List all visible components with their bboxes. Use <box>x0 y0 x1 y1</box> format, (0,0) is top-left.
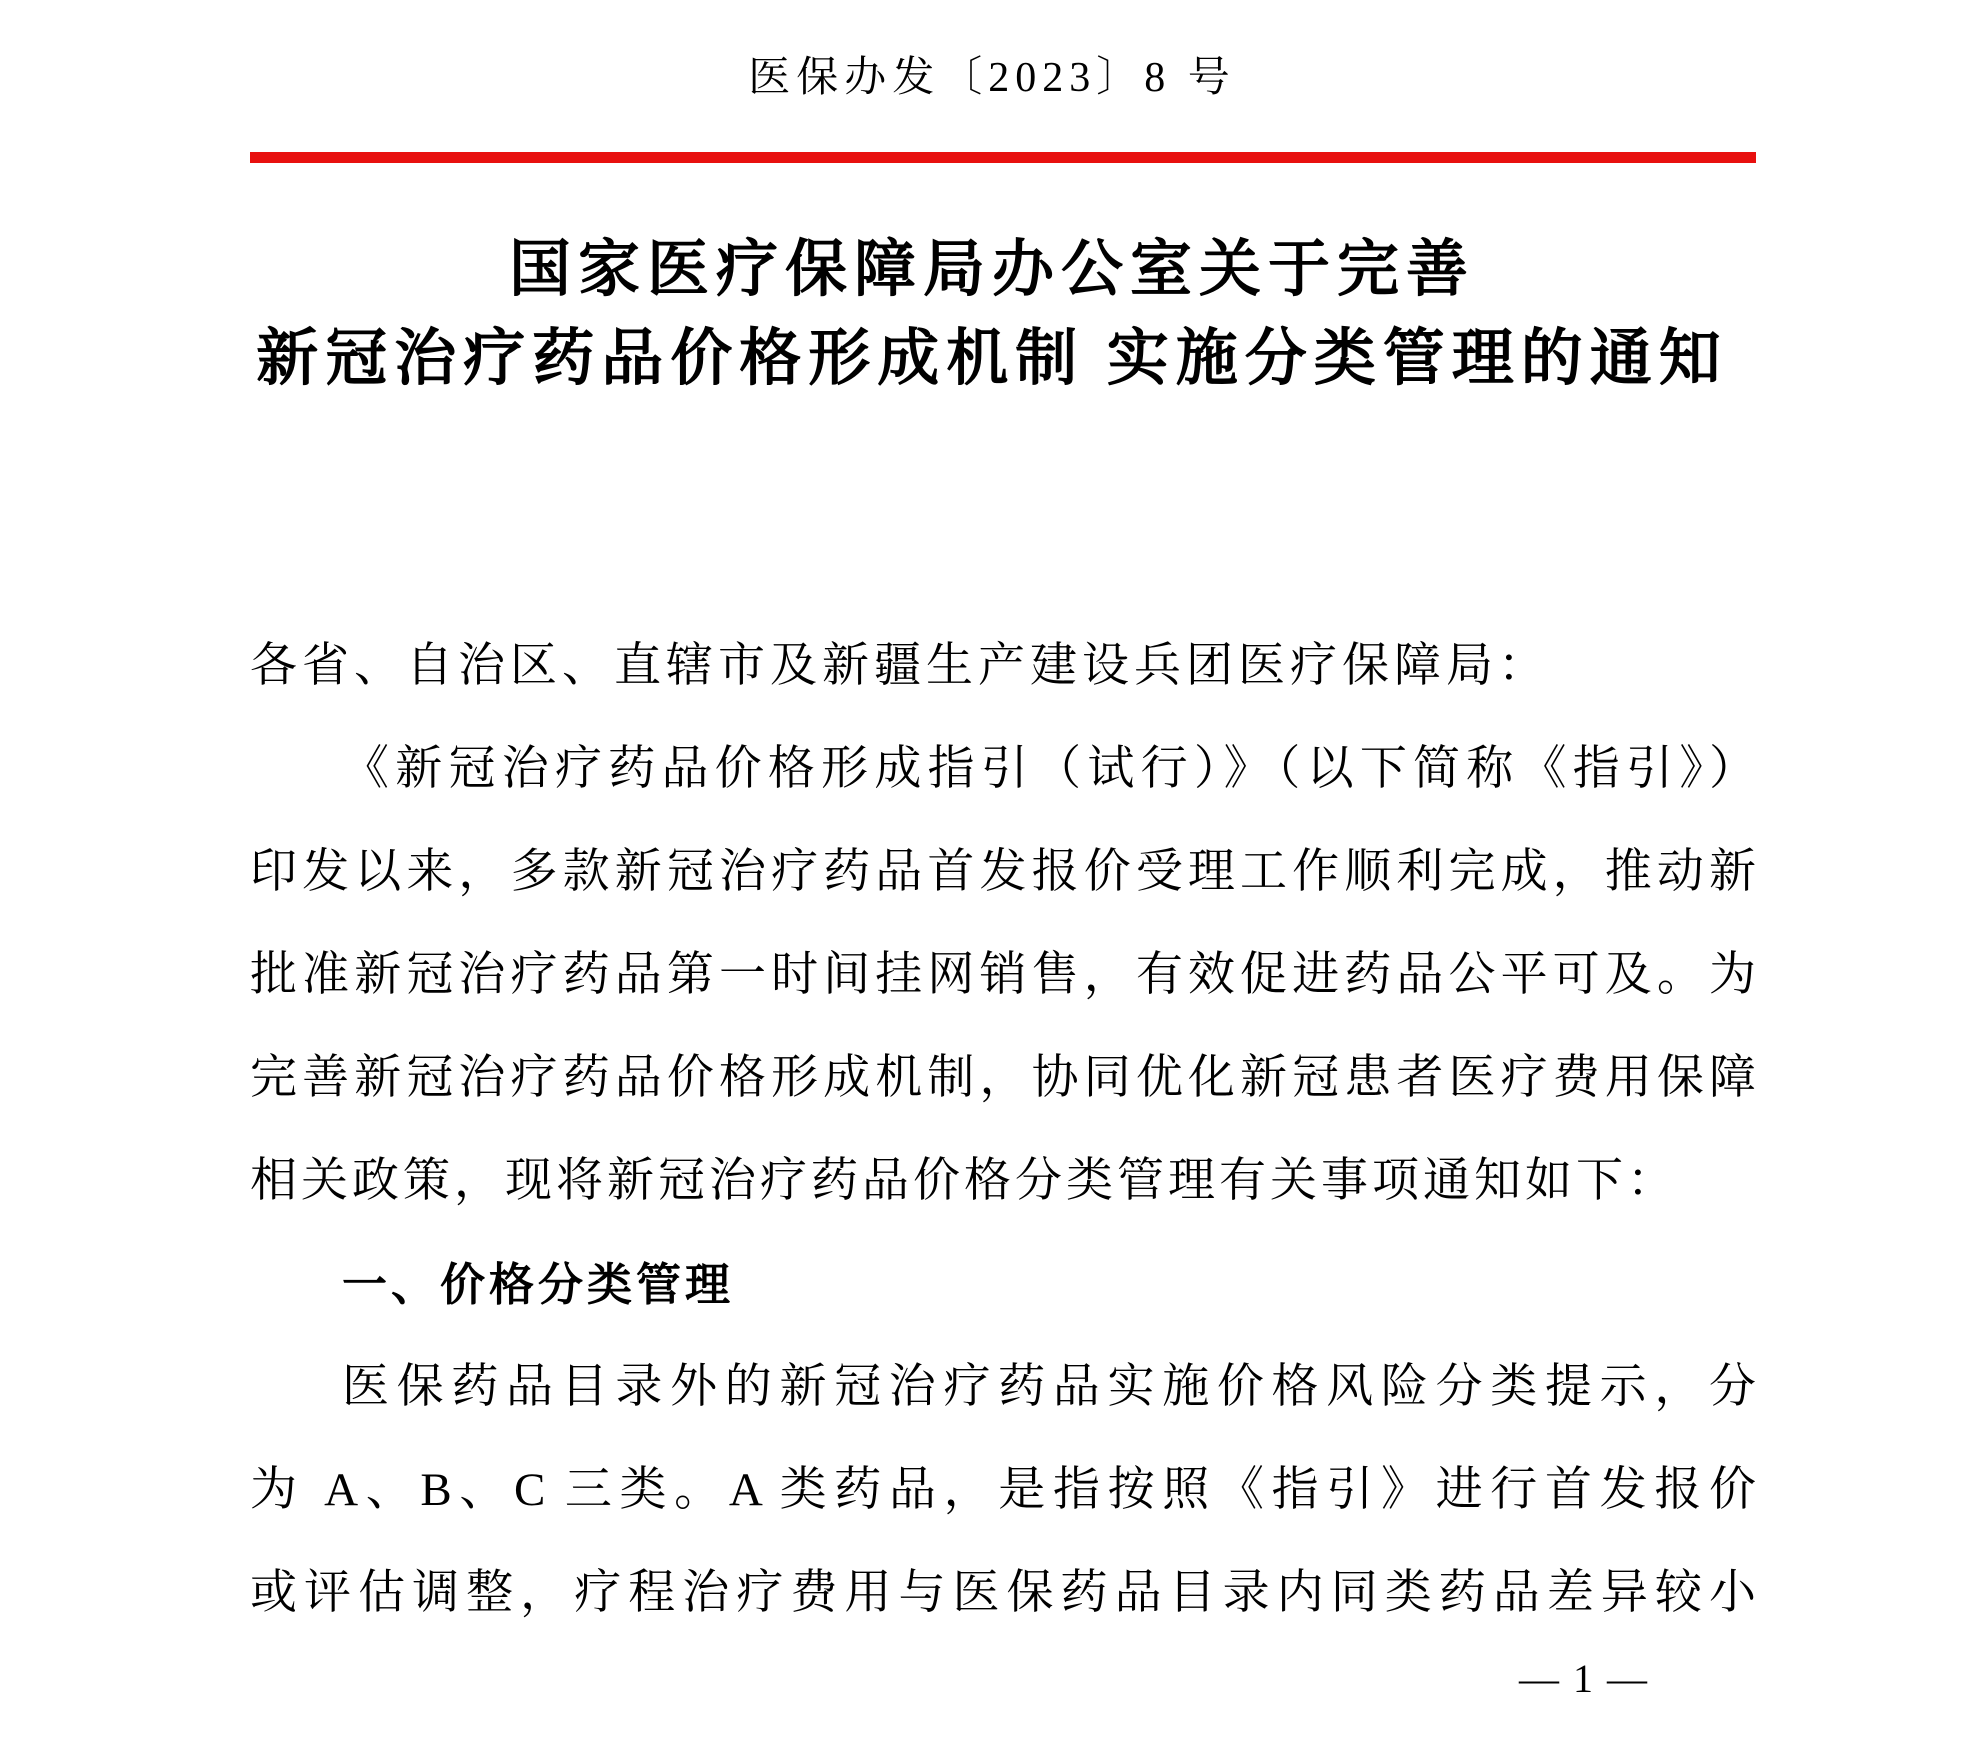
paragraph2-line-3: 或评估调整，疗程治疗费用与医保药品目录内同类药品差异较小 <box>250 1567 1756 1619</box>
paragraph2-line-2: 为 A、B、C 三类。A 类药品，是指按照《指引》进行首发报价 <box>250 1464 1756 1516</box>
doc-title <box>90 226 1894 404</box>
red-divider-line <box>250 152 1756 163</box>
paragraph1-line-5: 相关政策，现将新冠治疗药品价格分类管理有关事项通知如下： <box>250 1155 1678 1207</box>
salutation-line: 各省、自治区、直辖市及新疆生产建设兵团医疗保障局： <box>250 640 1550 692</box>
doc-title-line-1: 国家医疗保障局办公室关于完善 <box>508 236 1475 304</box>
paragraph2-line-1: 医保药品目录外的新冠治疗药品实施价格风险分类提示，分 <box>342 1361 1756 1413</box>
doc-title-line-2: 新冠治疗药品价格形成机制 实施分类管理的通知 <box>256 325 1728 393</box>
page-number: — 1 — <box>1519 1656 1649 1701</box>
paragraph1-line-2: 印发以来，多款新冠治疗药品首发报价受理工作顺利完成，推动新 <box>250 846 1756 898</box>
paragraph1-line-3: 批准新冠治疗药品第一时间挂网销售，有效促进药品公平可及。为 <box>250 949 1756 1001</box>
paragraph1-line-1: 《新冠治疗药品价格形成指引（试行）》（以下简称《指引》） <box>342 743 1756 795</box>
section-1-heading: 一、价格分类管理 <box>342 1259 735 1310</box>
doc-body <box>250 615 1756 1645</box>
paragraph1-line-4: 完善新冠治疗药品价格形成机制，协同优化新冠患者医疗费用保障 <box>250 1052 1756 1104</box>
doc-number: 医保办发〔2023〕8 号 <box>748 55 1236 101</box>
